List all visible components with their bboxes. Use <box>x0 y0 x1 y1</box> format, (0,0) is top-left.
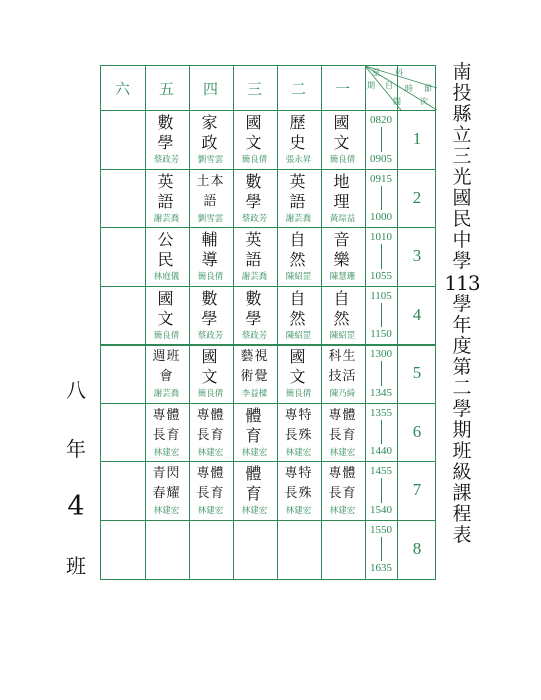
subject-name: 專體 長育 <box>328 466 357 501</box>
period-end-time: 1150 <box>370 328 392 340</box>
subject-cell <box>145 229 188 271</box>
teacher-name: 蔡政芳 <box>197 330 224 341</box>
teacher-name: 林建宏 <box>197 447 224 458</box>
period-start-time: 1300 <box>370 348 392 360</box>
title-char: 國 <box>452 187 472 209</box>
time-range-bar <box>381 186 382 211</box>
subject-name: 輔 導 <box>201 230 220 269</box>
title-char: 立 <box>452 124 472 146</box>
time-range-bar <box>381 127 382 152</box>
teacher-name: 簡良倩 <box>153 330 180 341</box>
subject-cell <box>277 229 320 271</box>
teacher-name: 陳紹罡 <box>329 330 356 341</box>
period-time <box>365 231 397 282</box>
subject-name: 國 文 <box>157 288 176 328</box>
subject-cell <box>145 405 188 447</box>
title-char: 投 <box>452 82 472 104</box>
subject-cell <box>189 229 232 271</box>
teacher-name: 林建宏 <box>153 506 180 516</box>
subject-cell <box>321 112 364 154</box>
period-start-time: 1455 <box>370 465 392 477</box>
grid-row-line <box>101 227 435 228</box>
period-start-time: 1550 <box>370 523 392 536</box>
corner-ci: 次 <box>420 97 428 106</box>
subject-cell <box>233 405 276 447</box>
period-start-time: 0915 <box>370 172 392 185</box>
subject-name: 英 語 <box>289 171 308 211</box>
grid-row-line <box>101 461 435 462</box>
teacher-name: 蔡政芳 <box>241 330 268 341</box>
title-char: 二 <box>452 377 472 399</box>
period-end-time: 1635 <box>370 562 392 574</box>
corner-mu: 目 <box>385 81 393 90</box>
subject-name: 專特 長殊 <box>284 466 313 501</box>
teacher-name: 簡良倩 <box>197 272 224 282</box>
subject-name: 地 理 <box>333 171 352 211</box>
period-end-time: 1540 <box>370 503 392 516</box>
grid-row-line <box>101 403 435 404</box>
subject-name: 專體 長育 <box>196 407 225 443</box>
teacher-name: 黃琮益 <box>329 213 356 224</box>
subject-cell <box>277 288 320 330</box>
title-char: 學 <box>452 250 472 272</box>
subject-name: 專體 長育 <box>196 466 225 501</box>
period-number: 6 <box>412 421 422 441</box>
title-char: 課 <box>452 482 472 504</box>
teacher-name: 林建宏 <box>285 506 312 516</box>
teacher-name: 謝芸喬 <box>153 213 180 224</box>
subject-name: 自 然 <box>289 288 308 328</box>
schedule-title <box>444 61 480 582</box>
teacher-name: 李益樑 <box>241 389 268 399</box>
subject-name: 國 文 <box>245 113 264 152</box>
grid-header-line <box>101 110 435 111</box>
subject-cell <box>277 463 320 505</box>
subject-name: 英 語 <box>157 171 176 211</box>
teacher-name: 林建宏 <box>329 447 356 458</box>
time-range-bar <box>381 303 382 328</box>
grid-row-line <box>101 286 435 287</box>
subject-cell <box>189 346 232 388</box>
subject-cell <box>321 463 364 505</box>
subject-cell <box>189 463 232 505</box>
title-char: 期 <box>452 419 472 441</box>
grid-row-line <box>101 520 435 521</box>
subject-name: 體 育 <box>245 464 264 503</box>
title-char: 民 <box>452 208 472 230</box>
day-header-6: 六 <box>114 79 130 98</box>
teacher-name: 簡良倩 <box>329 155 356 165</box>
teacher-name: 林建宏 <box>153 447 180 458</box>
subject-cell <box>233 346 276 388</box>
teacher-name: 陳慧珊 <box>329 272 356 282</box>
subject-name: 專體 長育 <box>328 407 357 443</box>
subject-name: 數 學 <box>245 288 264 328</box>
period-start-time: 1010 <box>370 231 392 243</box>
teacher-name: 簡良倩 <box>285 389 312 399</box>
period-number: 5 <box>412 363 422 383</box>
teacher-name: 林建宏 <box>241 447 268 458</box>
teacher-name: 林庭儀 <box>153 272 180 282</box>
title-char: 表 <box>452 524 472 546</box>
title-char: 南 <box>452 61 472 83</box>
subject-name: 數 學 <box>157 113 176 152</box>
teacher-name: 蔡政芳 <box>241 213 268 224</box>
teacher-name: 簡良倩 <box>197 389 224 399</box>
period-start-time: 1105 <box>370 289 392 302</box>
title-char: 縣 <box>452 103 472 125</box>
period-time <box>365 407 397 458</box>
subject-name: 國 文 <box>333 113 352 152</box>
period-number: 1 <box>412 129 422 149</box>
period-time <box>365 348 397 399</box>
day-header-1: 一 <box>334 79 350 98</box>
subject-cell <box>321 288 364 330</box>
day-header-4: 四 <box>202 79 218 98</box>
subject-name: 青閃 春耀 <box>152 466 181 501</box>
time-range-bar <box>381 478 382 503</box>
class-char: 年 <box>66 436 86 461</box>
subject-name: 土本 語 <box>196 173 225 209</box>
subject-name: 歷 史 <box>289 113 308 152</box>
corner-qi: 期 <box>367 81 375 90</box>
teacher-name: 謝芸喬 <box>285 213 312 224</box>
subject-cell <box>145 463 188 505</box>
teacher-name: 謝芸喬 <box>241 272 268 282</box>
title-char: 三 <box>452 145 472 167</box>
title-char: 中 <box>452 229 472 251</box>
subject-name: 數 學 <box>245 171 264 211</box>
period-number: 3 <box>412 246 422 266</box>
period-end-time: 0905 <box>370 152 392 165</box>
corner-shi: 時 <box>405 84 413 93</box>
teacher-name: 林建宏 <box>241 506 268 516</box>
subject-cell <box>321 405 364 447</box>
title-char: 學 <box>452 398 472 420</box>
subject-name: 公 民 <box>157 230 176 269</box>
class-char: 班 <box>66 553 86 578</box>
title-char: 113 <box>444 271 480 295</box>
period-end-time: 1440 <box>370 445 392 457</box>
title-char: 程 <box>452 503 472 525</box>
subject-cell <box>233 171 276 213</box>
teacher-name: 林建宏 <box>197 506 224 516</box>
period-time <box>365 114 397 165</box>
subject-name: 專特 長殊 <box>284 407 313 443</box>
class-char: 4 <box>67 491 85 523</box>
subject-name: 週班 會 <box>152 349 181 384</box>
subject-name: 科生 技活 <box>328 349 357 384</box>
title-char: 學 <box>452 293 472 315</box>
corner-jie: 節 <box>424 84 432 93</box>
subject-cell <box>233 463 276 505</box>
subject-name: 國 文 <box>201 347 220 386</box>
subject-cell <box>145 112 188 154</box>
subject-name: 音 樂 <box>333 230 352 269</box>
subject-name: 自 然 <box>289 230 308 269</box>
class-label <box>58 378 94 578</box>
subject-name: 家 政 <box>201 113 220 152</box>
title-char: 級 <box>452 461 472 483</box>
subject-cell <box>189 405 232 447</box>
subject-name: 自 然 <box>333 288 352 328</box>
title-char: 年 <box>452 314 472 336</box>
period-end-time: 1345 <box>370 386 392 399</box>
period-number: 4 <box>412 304 422 324</box>
class-char: 八 <box>66 378 86 402</box>
grid-row-line <box>101 169 435 170</box>
time-range-bar <box>381 244 382 269</box>
period-number: 8 <box>412 538 422 558</box>
subject-name: 專體 長育 <box>152 407 181 443</box>
period-start-time: 0820 <box>370 114 392 126</box>
subject-cell <box>277 346 320 388</box>
header-corner-cell <box>365 66 437 110</box>
teacher-name: 林建宏 <box>329 506 356 516</box>
day-header-3: 三 <box>246 79 262 98</box>
teacher-name: 簡良倩 <box>241 155 268 165</box>
period-time <box>365 290 397 341</box>
subject-cell <box>321 229 364 271</box>
day-header-2: 二 <box>290 79 306 98</box>
teacher-name: 陳紹罡 <box>285 272 312 282</box>
teacher-name: 劉雪雲 <box>197 213 224 224</box>
subject-cell <box>277 405 320 447</box>
subject-cell <box>145 288 188 330</box>
subject-cell <box>233 288 276 330</box>
subject-cell <box>189 171 232 213</box>
subject-name: 體 育 <box>245 405 264 445</box>
period-end-time: 1055 <box>370 269 392 282</box>
subject-cell <box>277 171 320 213</box>
teacher-name: 陳乃綺 <box>329 389 356 399</box>
subject-cell <box>145 346 188 388</box>
subject-name: 藝視 術覺 <box>240 349 269 384</box>
period-end-time: 1000 <box>370 211 392 223</box>
time-range-bar <box>381 537 382 562</box>
subject-cell <box>189 112 232 154</box>
subject-cell <box>321 171 364 213</box>
teacher-name: 張永昇 <box>285 155 312 165</box>
period-time <box>365 524 397 575</box>
title-char: 度 <box>452 335 472 357</box>
subject-cell <box>233 229 276 271</box>
time-range-bar <box>381 361 382 386</box>
subject-cell <box>233 112 276 154</box>
subject-cell <box>145 171 188 213</box>
subject-name: 英 語 <box>245 230 264 269</box>
timetable-grid <box>100 65 436 580</box>
corner-xing: 星 <box>372 68 380 77</box>
corner-ke: 科 <box>395 68 403 77</box>
subject-cell <box>321 346 364 388</box>
title-char: 班 <box>452 440 472 462</box>
subject-cell <box>277 112 320 154</box>
period-number: 2 <box>412 187 422 207</box>
period-time <box>365 173 397 224</box>
period-start-time: 1355 <box>370 406 392 419</box>
teacher-name: 蔡政芳 <box>153 155 180 165</box>
title-char: 第 <box>452 356 472 378</box>
period-number: 7 <box>412 480 422 500</box>
time-range-bar <box>381 420 382 445</box>
teacher-name: 林建宏 <box>285 447 312 458</box>
subject-name: 國 文 <box>289 347 308 386</box>
period-time <box>365 465 397 516</box>
teacher-name: 劉雪雲 <box>197 155 224 165</box>
subject-name: 數 學 <box>201 288 220 328</box>
corner-jian: 間 <box>393 97 401 106</box>
title-char: 光 <box>452 166 472 188</box>
day-header-5: 五 <box>158 79 174 98</box>
teacher-name: 陳紹罡 <box>285 330 312 341</box>
subject-cell <box>189 288 232 330</box>
teacher-name: 謝芸喬 <box>153 389 180 399</box>
